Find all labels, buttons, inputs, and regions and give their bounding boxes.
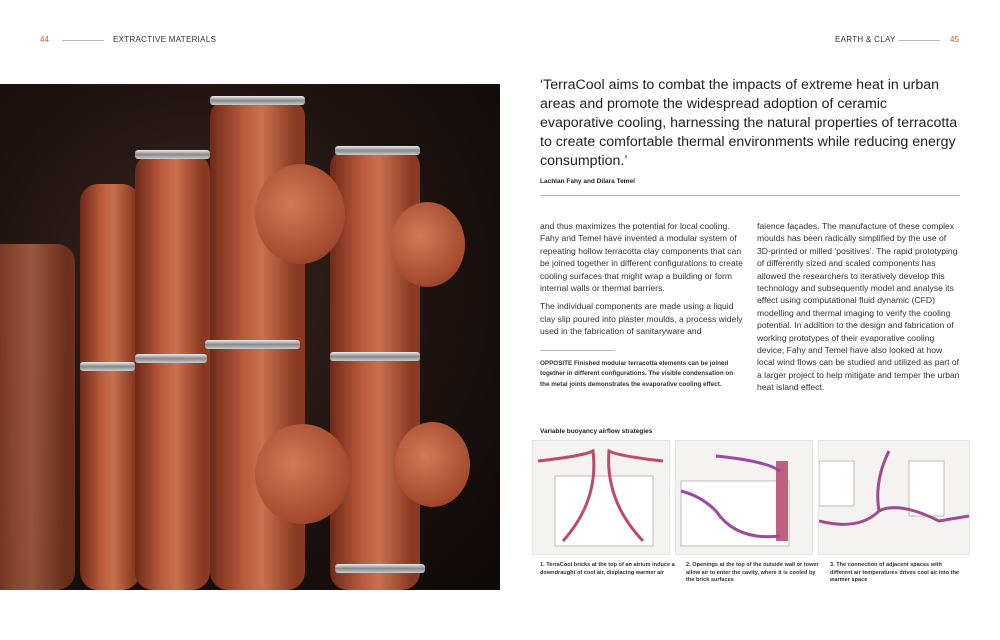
terracotta-photo <box>0 84 500 590</box>
paragraph: and thus maximizes the potential for local cooling. Fahy and Temel have invented a modular system of repeating hollow terracotta clay components that can be joined together in different configurations to create cooling surfaces that might wrap a building or form internal walls or thermal barriers. <box>540 221 743 294</box>
diagram-adjacent-spaces <box>818 440 970 555</box>
diagram-caption-3: 3. The connection of adjacent spaces with different air temperatures drives cool air into the warmer space <box>830 562 960 583</box>
body-column-2 <box>757 220 962 400</box>
body-column-1 <box>540 220 750 390</box>
header-rule <box>898 40 940 41</box>
page-number-right: 45 <box>950 35 959 44</box>
running-title-right: EARTH & CLAY <box>835 35 896 44</box>
diagram-caption-2: 2. Openings at the top of the outside wall or tower allow air to enter the cavity, where it is cooled by the brick surfaces <box>686 562 819 583</box>
section-rule <box>540 195 960 196</box>
page-number-left: 44 <box>40 35 49 44</box>
photo-caption <box>540 359 735 391</box>
diagram-caption-1: 1. TerraCool bricks at the top of an atrium induce a downdraught of cool air, displacing warmer air <box>540 562 675 576</box>
caption-rule <box>540 350 615 351</box>
quote-attribution: Lachlan Fahy and Dilara Temel <box>540 178 635 185</box>
running-title-left: EXTRACTIVE MATERIALS <box>113 35 217 44</box>
caption-text: Finished modular terracotta elements can be joined together in different configurations. The visible condensation on the metal joints demonstrates the evaporative cooling effect. <box>540 359 734 388</box>
pull-quote-block <box>540 76 960 186</box>
paragraph: faience façades. The manufacture of these complex moulds has been radically simplified by the use of 3D-printed or milled ‘positives’. The rapid prototyping of differently sized and scaled components has allowed the researchers to iteratively develop this technology and subsequently model and analyse its effect using computational fluid dynamic (CFD) modelling and thermal imaging to verify the cooling potential. In addition to the design and fabrication of working prototypes of their evaporative cooling device, Fahy and Temel have also looked at how local wind flows can be studied and utilized as part of a larger project to help mitigate and temper the urban heat island effect. <box>757 221 960 393</box>
pull-quote: ‘TerraCool aims to combat the impacts of extreme heat in urban areas and promote the widespread adoption of ceramic evaporative cooling, harnessing the natural properties of terracotta to create comfortable thermal environments while reducing energy consumption.’ <box>540 77 958 169</box>
diagram-atrium <box>532 440 670 555</box>
diagram-wall-cavity <box>675 440 813 555</box>
header-rule <box>62 40 104 41</box>
paragraph: The individual components are made using a liquid clay slip poured into plaster moulds, a process widely used in the fabrication of sanitaryware and <box>540 301 743 337</box>
caption-label: OPPOSITE <box>540 359 573 367</box>
diagram-title: Variable buoyancy airflow strategies <box>540 428 653 435</box>
